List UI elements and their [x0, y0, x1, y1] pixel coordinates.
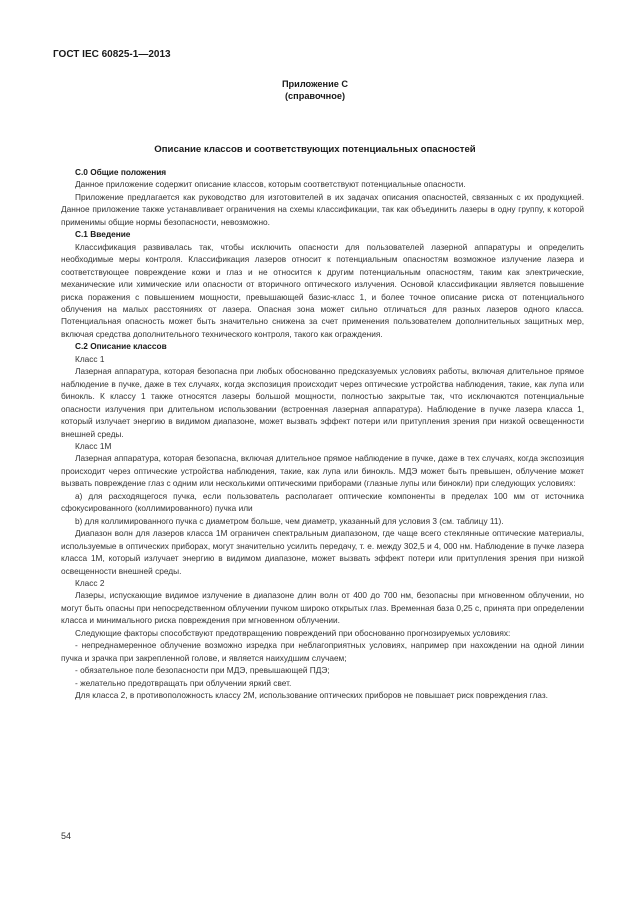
paragraph: Следующие факторы способствуют предотвращению повреждений при обоснованно прогнозируемых условиях:	[75, 627, 511, 638]
paragraph: - желательно предотвращать при облучении яркий свет.	[75, 677, 292, 688]
paragraph: Лазерная аппаратура, которая безопасна, включая длительное прямое наблюдение в пучке, даже в тех случаях, когда экспозиция происходит через оптические устройства наблюдения, такие, как лупа или бинокль. МДЭ может быть превышен, облучение может вызвать повреждение глаз с одним или несколькими оптическими приборами (глазные лупы или бинокли) при следующих условиях:	[61, 453, 584, 489]
paragraph: Для класса 2, в противоположность классу 2М, использование оптических приборов не повышает риск повреждения глаз.	[75, 690, 548, 701]
annex-label: Приложение С	[281, 79, 349, 89]
annex-title: Описание классов и соответствующих потенциальных опасностей	[154, 144, 476, 155]
page-number: 54	[61, 831, 72, 841]
body-text	[61, 166, 584, 701]
paragraph: Данное приложение содержит описание классов, которым соответствуют потенциальные опасности.	[75, 179, 466, 190]
paragraph: Класс 1М	[75, 440, 112, 451]
section-heading: С.0 Общие положения	[75, 167, 167, 177]
paragraph: Класс 1	[75, 353, 105, 364]
standard-header: ГОСТ IEC 60825-1—2013	[53, 49, 171, 60]
paragraph: - непреднамеренное облучение возможно изредка при неблагоприятных условиях, например при нахождении на одной линии пучка и зрачка при закрепленной голове, и является наихудшим случаем;	[61, 640, 584, 663]
paragraph: Лазеры, испускающие видимое излучение в диапазоне длин волн от 400 до 700 нм, безопасны при мгновенном облучении, но могут быть опасны при непосредственном облучении пучком широко открытых глаз. Временная база 0,25 с, принята при определении класса и минимального риска повреждения при мгновенном облучении.	[61, 590, 584, 626]
paragraph: Класс 2	[75, 577, 105, 588]
paragraph: Классификация развивалась так, чтобы исключить опасности для пользователей лазерной аппаратуры и определить необходимые меры контроля. Классификация лазеров относит к потенциальным опасностям возможное излучение лазера и соответствующее повреждение кожи и глаз и не относится к другим потенциальным опасностям, таким как электрические, механические или химические или опасности от вторичного оптического излучения. Основой классификации является повышение риска поражения с повышением мощности, превышающей базис-класс 1, и более точное описание риска от потенциального облучения на малых расстояниях от лазера. Опасная зона может сильно отличаться для разных лазеров одного класса. Потенциальная опасность может быть значительно снижена за счет применения пользователем дополнительных защитных мер, включая средства дополнительного технического контроля, такого как ограждения.	[61, 241, 584, 339]
annex-type: (справочное)	[284, 91, 345, 101]
section-heading: С.1 Введение	[75, 229, 131, 240]
paragraph: Диапазон волн для лазеров класса 1М ограничен спектральным диапазоном, где чаще всего стеклянные оптические материалы, используемые в оптических приборах, могут значительно усилить передачу, т. е. между 302,5 и 4, 000 нм. Наблюдение в пучке лазера класса 1М, который излучает энергию в видимом диапазоне, может вызвать эффект потери или притупления зрения при низкой освещенности внешней среды.	[61, 528, 584, 576]
paragraph: - обязательное поле безопасности при МДЭ, превышающей ПДЭ;	[75, 665, 330, 676]
paragraph: Лазерная аппаратура, которая безопасна при любых обоснованно предсказуемых условиях работы, включая длительное прямое наблюдение в пучке, даже в тех случаях, когда экспозиция происходит через оптические устройства наблюдения, такие, как лупа или бинокль. К классу 1 также относятся лазеры большой мощности, полностью закрытые так, что исключаются потенциальные опасности излучения при длительном использовании (встроенная лазерная аппаратура). Наблюдение в пучке лазера класса 1, который излучает энергию в видимом диапазоне, может вызвать эффект потери или притупления зрения при низкой освещенности внешней среды.	[61, 366, 584, 439]
paragraph: b) для коллимированного пучка с диаметром больше, чем диаметр, указанный для условия 3 (см. таблицу 11).	[75, 515, 504, 526]
paragraph: a) для расходящегося пучка, если пользователь располагает оптические компоненты в пределах 100 мм от источника сфокусированного (коллимированного) пучка или	[61, 490, 584, 514]
paragraph: Приложение предлагается как руководство для изготовителей в их задачах описания опасностей, связанных с их продукцией. Данное приложение также устанавливает ограничения на схемы классификации, так как объединить лазеры в одну группу, к которой применимы общие нормы безопасности, невозможно.	[61, 191, 584, 227]
section-heading: С.2 Описание классов	[75, 341, 167, 352]
